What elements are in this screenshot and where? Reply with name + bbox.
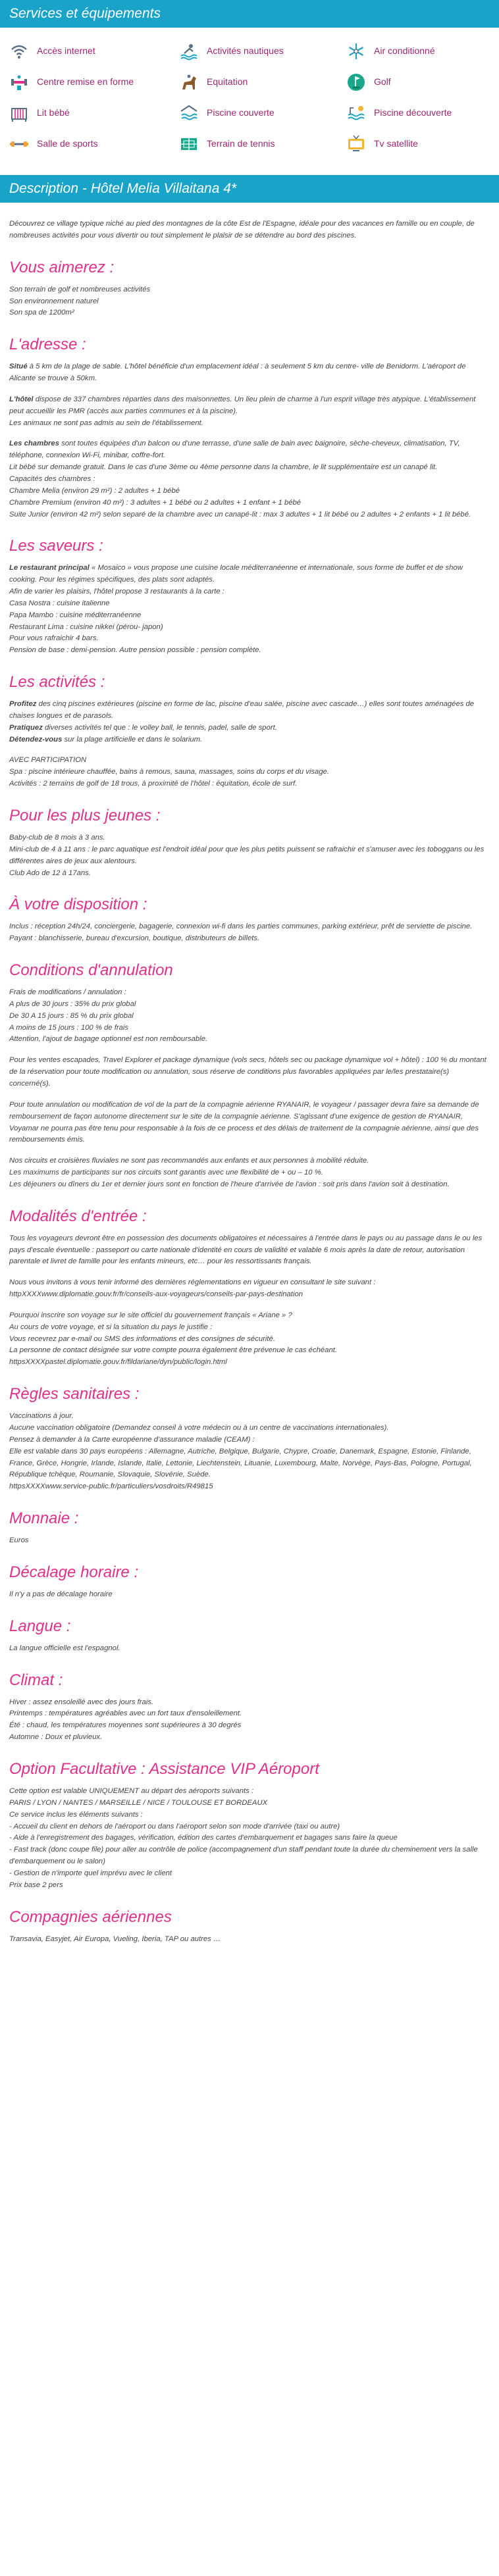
heading-climat: Climat : xyxy=(9,1671,63,1689)
baby-cot-icon xyxy=(9,103,29,123)
service-internet xyxy=(0,36,170,66)
saveurs-paragraph xyxy=(9,563,490,657)
activites-paragraph-1 xyxy=(9,699,490,745)
service-fitness xyxy=(0,66,170,97)
heading-decalage: Décalage horaire : xyxy=(9,1563,139,1581)
entree-text-3: Pourquoi inscrire son voyage sur le site officiel du gouvernement français « Ariane » ? Au cours de votre voyage, et si la situation du pays le justifie : Vous recevrez par e-mail ou SMS des informations et des consignes de sécurité. La personne de contact désignée sur votre compte pourra également être prévenue le cas échéant. httpsXXXXpastel.diplomatie.gouv.fr/fildariane/dyn/public/login.html xyxy=(9,1311,338,1367)
service-label: Salle de sports xyxy=(37,138,98,149)
heading-disposition: À votre disposition : xyxy=(9,896,147,914)
activites-paragraph-2: AVEC PARTICIPATION Spa : piscine intérieure chauffée, bains à remous, sauna, massages, soins du corps et du visage. Activités : 2 terrains de golf de 18 trous, à proximité de l'hôtel : équitation, école de surf. xyxy=(9,756,330,788)
service-indoor-pool xyxy=(170,97,337,128)
activites-text-1: des cinq piscines extérieures (piscine en forme de lac, piscine d'eau salée, piscine avec cascade…) elles sont toutes aménagées de chaises longues et de parasols. xyxy=(9,700,475,720)
service-label: Tv satellite xyxy=(374,138,418,149)
jeunes-text: Baby-club de 8 mois à 3 ans. Mini-club de 4 à 11 ans : le parc aquatique est l'endroit idéal pour que les plus petits puissent se rafraichir et s'amuser avec les toboggans ou les différentes aires de jeux aux alentours. Club Ado de 12 à 17ans. xyxy=(9,834,485,877)
service-baby-cot xyxy=(0,97,170,128)
description-band: Description - Hôtel Melia Villaitana 4* xyxy=(0,175,499,203)
heading-langue: Langue : xyxy=(9,1617,71,1635)
water-sports-icon xyxy=(179,41,199,61)
activites-bold-1: Profitez xyxy=(9,700,37,709)
annulation-text-1: Frais de modifications / annulation : A plus de 30 jours : 35% du prix global De 30 A 15 jours : 85 % du prix global A moins de 15 jours : 100 % de frais Attention, l'ajout de bagage optionnel est non remboursable. xyxy=(9,988,208,1044)
service-label: Air conditionné xyxy=(374,45,435,57)
air-conditioning-icon xyxy=(346,41,366,61)
heading-entree: Modalités d'entrée : xyxy=(9,1207,147,1225)
golf-icon xyxy=(346,72,366,92)
activites-text-2: diverses activités tel que : le volley ball, le tennis, padel, salle de sport. xyxy=(42,723,277,732)
description-intro: Découvrez ce village typique niché au pied des montagnes de la côte Est de l'Espagne, idéale pour des vacances en famille ou en couple, de nombreuses activités pour vous divertir ou tout simplement le plaisir de se détendre au bord des piscines. xyxy=(9,220,475,240)
heading-aimerez: Vous aimerez : xyxy=(9,258,115,276)
wifi-icon xyxy=(9,41,29,61)
decalage-text: Il n'y a pas de décalage horaire xyxy=(9,1590,113,1598)
aimerez-text: Son terrain de golf et nombreuses activités Son environnement naturel Son spa de 1200m² xyxy=(9,285,151,317)
heading-compagnies: Compagnies aériennes xyxy=(9,1907,172,1926)
adresse-text-2: dispose de 337 chambres réparties dans des maisonnettes. Un lieu plein de charme à l'un esprit village très atypique. L'établissement peut accueillir les PMR (accès aux parties communes et à la piscine). Les animaux ne sont pas admis au sein de l'établissement. xyxy=(9,395,476,427)
fitness-icon xyxy=(9,72,29,92)
service-water-sports xyxy=(170,36,337,66)
service-gym xyxy=(0,128,170,159)
heading-sanitaires: Règles sanitaires : xyxy=(9,1385,140,1403)
compagnies-text: Transavia, Easyjet, Air Europa, Vueling, Iberia, TAP ou autres … xyxy=(9,1934,221,1943)
service-label: Lit bébé xyxy=(37,107,70,118)
activites-bold-3: Détendez-vous xyxy=(9,735,63,744)
service-tennis xyxy=(170,128,337,159)
sanitaires-text: Vaccinations à jour. Aucune vaccination obligatoire (Demandez conseil à votre médecin ou à un centre de vaccinations internationales). Pensez à demander à la Carte européenne d'assurance maladie (CEAM) : Elle est valable dans 30 pays européens : Allemagne, Autriche, Belgique, Bulgarie, Chypre, Croatie, Danemark, Espagne, Estonie, Finlande, France, Grèce, Hongrie, Irlande, Islande, Italie, Lettonie, Liechtenstein, Lituanie, Luxembourg, Malte, Norvège, Pays-Bas, Pologne, Portugal, République tchèque, Roumanie, Slovaquie, Slovénie, Suède. httpsXXXXwww.service-public.fr/particuliers/vosdroits/R49815 xyxy=(9,1412,472,1491)
service-label: Equitation xyxy=(207,76,248,88)
monnaie-text: Euros xyxy=(9,1536,29,1545)
service-label: Centre remise en forme xyxy=(37,76,134,88)
annulation-text-2: Pour les ventes escapades, Travel Explorer et package dynamique (vols secs, hôtels sec ou package dynamique vol + hôtel) : 100 % du montant de la réservation pour toute modification ou annulation, sous réserve de conditions plus favorables appliquées par le/les prestataire(s) concerné(s). xyxy=(9,1056,486,1088)
adresse-paragraph-3 xyxy=(9,438,490,520)
services-grid xyxy=(0,32,499,164)
gym-icon xyxy=(9,134,29,154)
service-label: Activités nautiques xyxy=(207,45,284,57)
disposition-text: Inclus : réception 24h/24, conciergerie, bagagerie, connexion wi-fi dans les parties communes, parking extérieur, prêt de serviette de piscine. Payant : blanchisserie, bureau d'excursion, boutique, distributeurs de billets. xyxy=(9,922,473,943)
service-tv xyxy=(337,128,499,159)
tennis-icon xyxy=(179,134,199,154)
adresse-bold-1: Situé xyxy=(9,363,28,371)
annulation-text-3: Pour toute annulation ou modification de vol de la part de la compagnie aérienne RYANAIR, le voyageur / passager devra faire sa demande de remboursement de façon autonome directement sur le site de la compagnie aérienne. S'agissant d'une exigence de gestion de RYANAIR, Voyamar ne pourra pas être tenu pour responsable à la fois de ce process et des délais de traitement de la compagnie aérienne, ainsi que des remboursements émis. xyxy=(9,1100,479,1144)
adresse-paragraph-2 xyxy=(9,394,490,430)
service-label: Terrain de tennis xyxy=(207,138,275,149)
service-label: Piscine découverte xyxy=(374,107,452,118)
indoor-pool-icon xyxy=(179,103,199,123)
annulation-text-4: Nos circuits et croisières fluviales ne sont pas recommandés aux enfants et aux personnes à mobilité réduite. Les maximums de participants sur nos circuits sont garantis avec une flexibilité de + ou – 10 %. Les déjeuners ou dîners du 1er et dernier jours sont en fonction de l'heure d'arrivée de l'avion : soit pris dans l'avion soit à destination. xyxy=(9,1157,450,1188)
adresse-text-1: à 5 km de la plage de sable. L'hôtel bénéficie d'un emplacement idéal : à seulement 5 km du centre- ville de Benidorm. L'aéroport de Alicante se trouve à 50km. xyxy=(9,363,466,383)
service-label: Piscine couverte xyxy=(207,107,275,118)
service-golf xyxy=(337,66,499,97)
service-air-conditioning xyxy=(337,36,499,66)
vip-text: Cette option est valable UNIQUEMENT au départ des aéroports suivants : PARIS / LYON / NANTES / MARSEILLE / NICE / TOULOUSE ET BORDEAUX Ce service inclus les éléments suivants : - Accueil du client en dehors de l'aéroport ou dans l'aéroport selon son mode d'arrivée (taxi ou autre) - Aide à l'enregistrement des bagages, vérification, édition des cartes d'embarquement et bagages sans faire la queue - Fast track (donc coupe file) pour aller au contrôle de police (accompagnement d'un staff pendant toute la durée du cheminement vers la salle d'embarquement ou le salon) - Gestion de n'importe quel imprévu avec le client Prix base 2 pers xyxy=(9,1786,478,1889)
tv-icon xyxy=(346,134,366,154)
service-horse-riding xyxy=(170,66,337,97)
description-content xyxy=(0,218,499,1945)
heading-monnaie: Monnaie : xyxy=(9,1509,79,1528)
service-label: Accès internet xyxy=(37,45,95,57)
service-label: Golf xyxy=(374,76,391,88)
activites-bold-2: Pratiquez xyxy=(9,723,43,732)
adresse-text-3: sont toutes équipées d'un balcon ou d'une terrasse, d'une salle de bain avec baignoire, sèche-cheveux, climatisation, TV, téléphone, connexion Wi-Fi, minibar, coffre-fort. Lit bébé sur demande gratuit. Dans le cas d'une 3ème ou 4ème personne dans la chambre, le lit supplémentaire est un canapé lit. Capacités des chambres : Chambre Melia (environ 29 m²) : 2 adultes + 1 bébé Chambre Premium (environ 40 m²) : 3 adultes + 1 bébé ou 2 adultes + 1 enfant + 1 bébé Suite Junior (environ 42 m²) selon separé de la chambre avec un canapé-lit : max 3 adultes + 1 lit bébé ou 2 adultes + 2 enfants + 1 lit bébé. xyxy=(9,440,471,518)
heading-saveurs: Les saveurs : xyxy=(9,537,103,555)
saveurs-text: « Mosaico » vous propose une cuisine locale méditerranéenne et internationale, sous forme de buffet et de show cooking. Pour les régimes spécifiques, des plats sont adaptés. Afin de varier les plaisirs, l'hôtel propose 3 restaurants à la carte : Casa Nostra : cuisine italienne Papa Mambo : cuisine méditerranéenne Restaurant Lima : cuisine nikkei (pérou- japon) Pour vous rafraichir 4 bars. Pension de base : demi-pension. Autre pension possible : pension complète. xyxy=(9,564,463,655)
outdoor-pool-icon xyxy=(346,103,366,123)
adresse-paragraph-1 xyxy=(9,361,490,385)
heading-adresse: L'adresse : xyxy=(9,336,86,354)
saveurs-bold: Le restaurant principal xyxy=(9,564,90,572)
langue-text: La langue officielle est l'espagnol. xyxy=(9,1644,120,1652)
heading-activites: Les activités : xyxy=(9,673,105,692)
heading-jeunes: Pour les plus jeunes : xyxy=(9,807,161,824)
activites-text-3: sur la plage artificielle et dans le solarium. xyxy=(62,735,203,744)
adresse-bold-3: Les chambres xyxy=(9,440,59,448)
entree-text-1: Tous les voyageurs devront être en possession des documents obligatoires et nécessaires à l'entrée dans le pays ou au passage dans le ou les pays d'escale éventuelle : passeport ou carte nationale d'identité en cours de validité et valable 6 mois après la date de retour, autorisation parentale et livret de famille pour les enfants mineurs, etc… pour les ressortissants français. xyxy=(9,1234,483,1266)
horse-riding-icon xyxy=(179,72,199,92)
adresse-bold-2: L'hôtel xyxy=(9,395,34,403)
heading-vip: Option Facultative : Assistance VIP Aéroport xyxy=(9,1759,319,1778)
climat-text: Hiver : assez ensoleillé avec des jours frais. Printemps : températures agréables avec un fort taux d'ensoleillement. Été : chaud, les températures moyennes sont supérieures à 30 degrés Automne : Doux et pluvieux. xyxy=(9,1698,242,1742)
services-band: Services et équipements xyxy=(0,0,499,28)
service-outdoor-pool xyxy=(337,97,499,128)
heading-annulation: Conditions d'annulation xyxy=(9,961,173,980)
entree-text-2: Nous vous invitons à vous tenir informé des dernières réglementations en vigueur en consultant le site suivant : httpXXXXwww.diplomatie.gouv.fr/fr/conseils-aux-voyageurs/conseils-par-pays-destination xyxy=(9,1278,376,1299)
